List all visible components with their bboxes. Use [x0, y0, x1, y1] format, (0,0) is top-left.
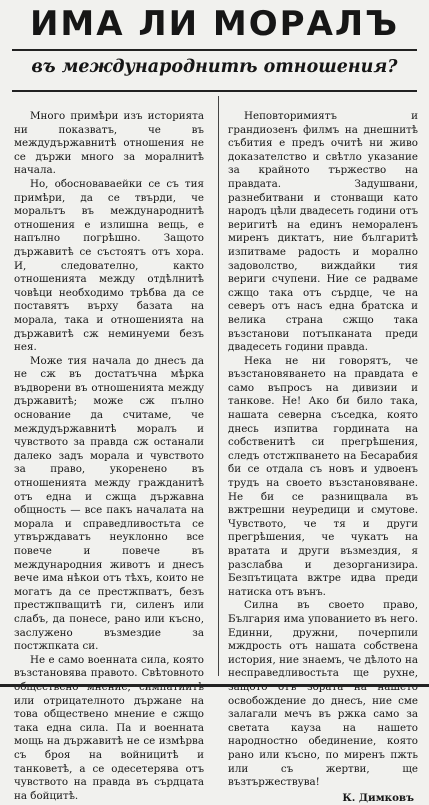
subheadline-rule	[12, 90, 417, 92]
article-paragraph: Не е само военната сила, която възстановява правото. Свѣтовното или отрицателното държане на това обществено мнение е сжщо така една сила. Па и военната мощь на държавитѣ не се измѣрва съ броя на войницитѣ и танковетѣ, а се одесетерява отъ чувството на правда въ сърдцата на бойцитѣ.	[14, 653, 204, 802]
article-signature: К. Димковъ	[342, 791, 414, 804]
article-paragraph: Неповторимиятъ и грандиозенъ филмъ на днешнитѣ събития е предъ очитѣ ни живо доказателство и свѣтло указание за крайното тържество на правдата. Задушвани, разнебитвани и стонващи като народъ цѣли двадесеть години отъ веригитѣ на единъ немораленъ миренъ диктатъ, ние българитѣ изпитваме радость и морално задоволство, виждайки тия вериги счупени. Ние се радваме сжщо така отъ сърдце, че на северъ отъ насъ една братска и велика страна сжщо така възстанови потъпканата преди двадесеть години правда.	[228, 110, 418, 354]
article-paragraph: Но, обосноваваейки се съ тия примѣри, да се твърди, че моральтъ въ международнитѣ отношения е излишна вещь, е напълно погрѣшно. Защото държавитѣ се състоятъ отъ хора. И, следователно, както отношенията между отдѣлнитѣ човѣци необходимо трѣбва да се поставятъ върху базата на морала, така и отношенията на държавитѣ сж неминуеми безъ нея.	[14, 177, 204, 354]
article-column-left	[14, 110, 204, 802]
article-paragraph: Силна въ своето право, България има упованието въ него. Единни, дружни, почерпили мждрость отъ нашата собствена история, ние знаемъ, че дѣлото на несправедливостьта ще рухне, освобождение до днесъ, ние сме залагали мечъ въ ржка само за светата кауза на нашето народностно обединение, която рано или късно, по миренъ пжть или съ жертви, ще възтържествува!	[228, 599, 418, 789]
article-subheadline: въ международнитѣ отношения?	[31, 57, 398, 77]
article-paragraph: Много примѣри изъ историята ни показватъ, че въ междудържавнитѣ отношения не се държи много за моралнитѣ начала.	[14, 110, 204, 177]
bottom-rule	[0, 684, 429, 687]
article-column-right	[228, 110, 418, 804]
article-paragraph: Нека не ни говорятъ, че възстановяването на правдата е само въпросъ на дивизии и танкове. Не! Ако би било така, нашата северна съседка, която днесь изпитва гордината на собственитѣ си прегрѣшения, следъ отстжпването на Бесарабия би се отдала съ новъ и удвоенъ трудъ на своето възстановяване. Не би се разнищвала въ вжтрешни неуредици и смутове. Чувството, че тя и други прегрѣшения, че чукатъ на вратата и други възмездия, я разслабва и дезорганизира. Безпътицата вжтре идва преди натиска отъ вънъ.	[228, 354, 418, 598]
article-paragraph: Може тия начала до днесъ да не сж въ достатъчна мѣрка въдворени въ отношенията между държавитѣ; може сж пълно основание да считаме, че междудържавнитѣ моралъ и чувството за правда сж останали далеко задъ морала и чувството за право, укоренено въ отношенията между гражданитѣ отъ една и сжща държавна общность — все пакъ началата на морала и справедливостьта се утвърждаватъ неуклонно все повече и повече въ международния животъ и днесъ вече има нѣкои отъ тѣхъ, които не могатъ да се престжпватъ, безъ престжпващитѣ ги, силенъ или слабъ, да понесе, рано или късно, заслужено възмездие за постжпката си.	[14, 354, 204, 653]
column-divider	[218, 96, 219, 676]
article-headline: ИМА ЛИ МОРАЛЪ	[29, 4, 400, 44]
headline-rule	[12, 49, 417, 51]
